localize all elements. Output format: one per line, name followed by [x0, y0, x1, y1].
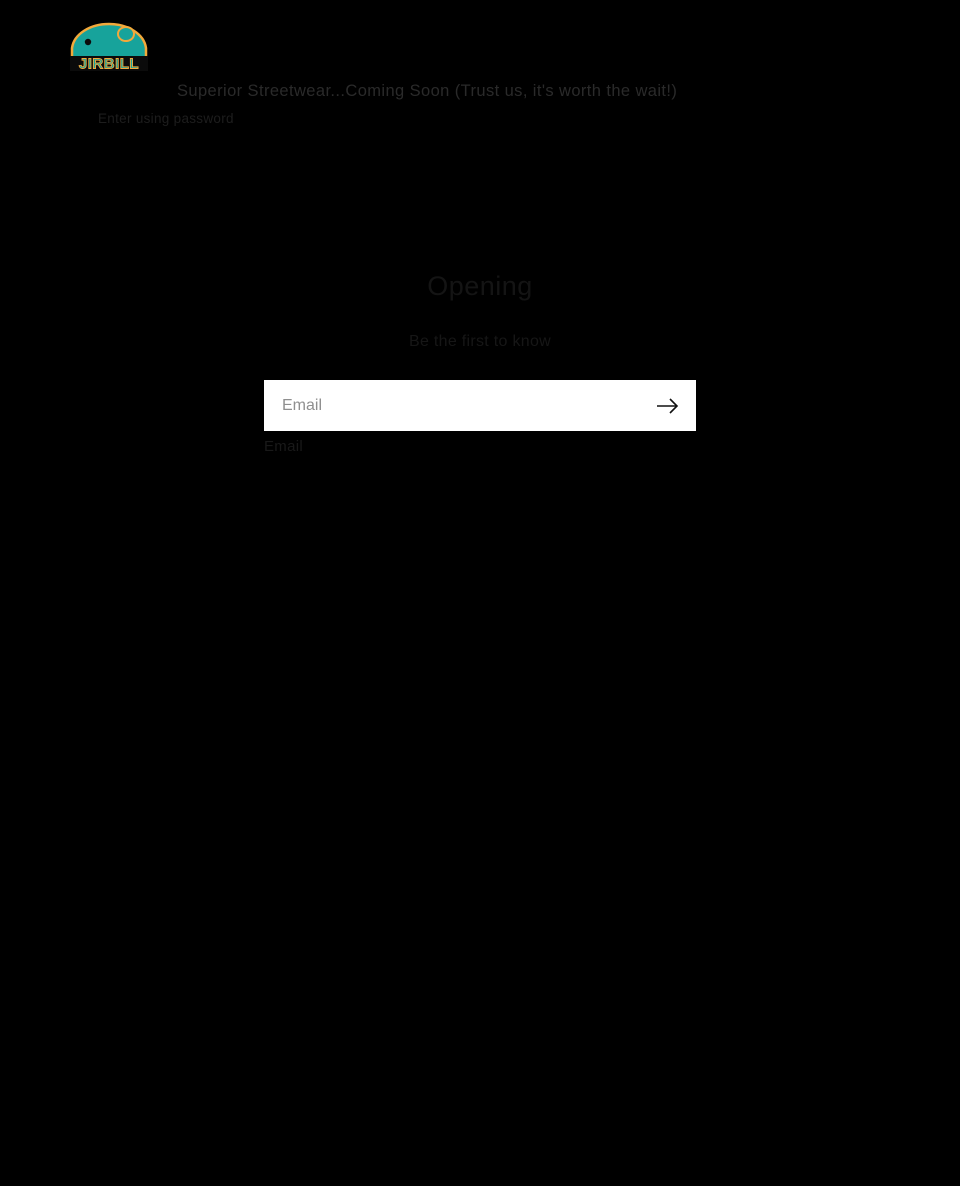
email-field-label: Email: [264, 438, 304, 455]
email-input[interactable]: [264, 380, 640, 431]
arrow-right-icon: [656, 397, 680, 415]
page-tagline: Superior Streetwear...Coming Soon (Trust us, it's worth the wait!): [177, 82, 678, 100]
page-title: Opening: [427, 271, 533, 301]
page-subtitle: Be the first to know: [408, 333, 552, 350]
enter-using-password-link[interactable]: Enter using password: [98, 111, 234, 126]
svg-text:JIRBILL: JIRBILL: [78, 55, 140, 73]
newsletter-signup-form: [264, 380, 696, 431]
submit-button[interactable]: [640, 380, 696, 431]
